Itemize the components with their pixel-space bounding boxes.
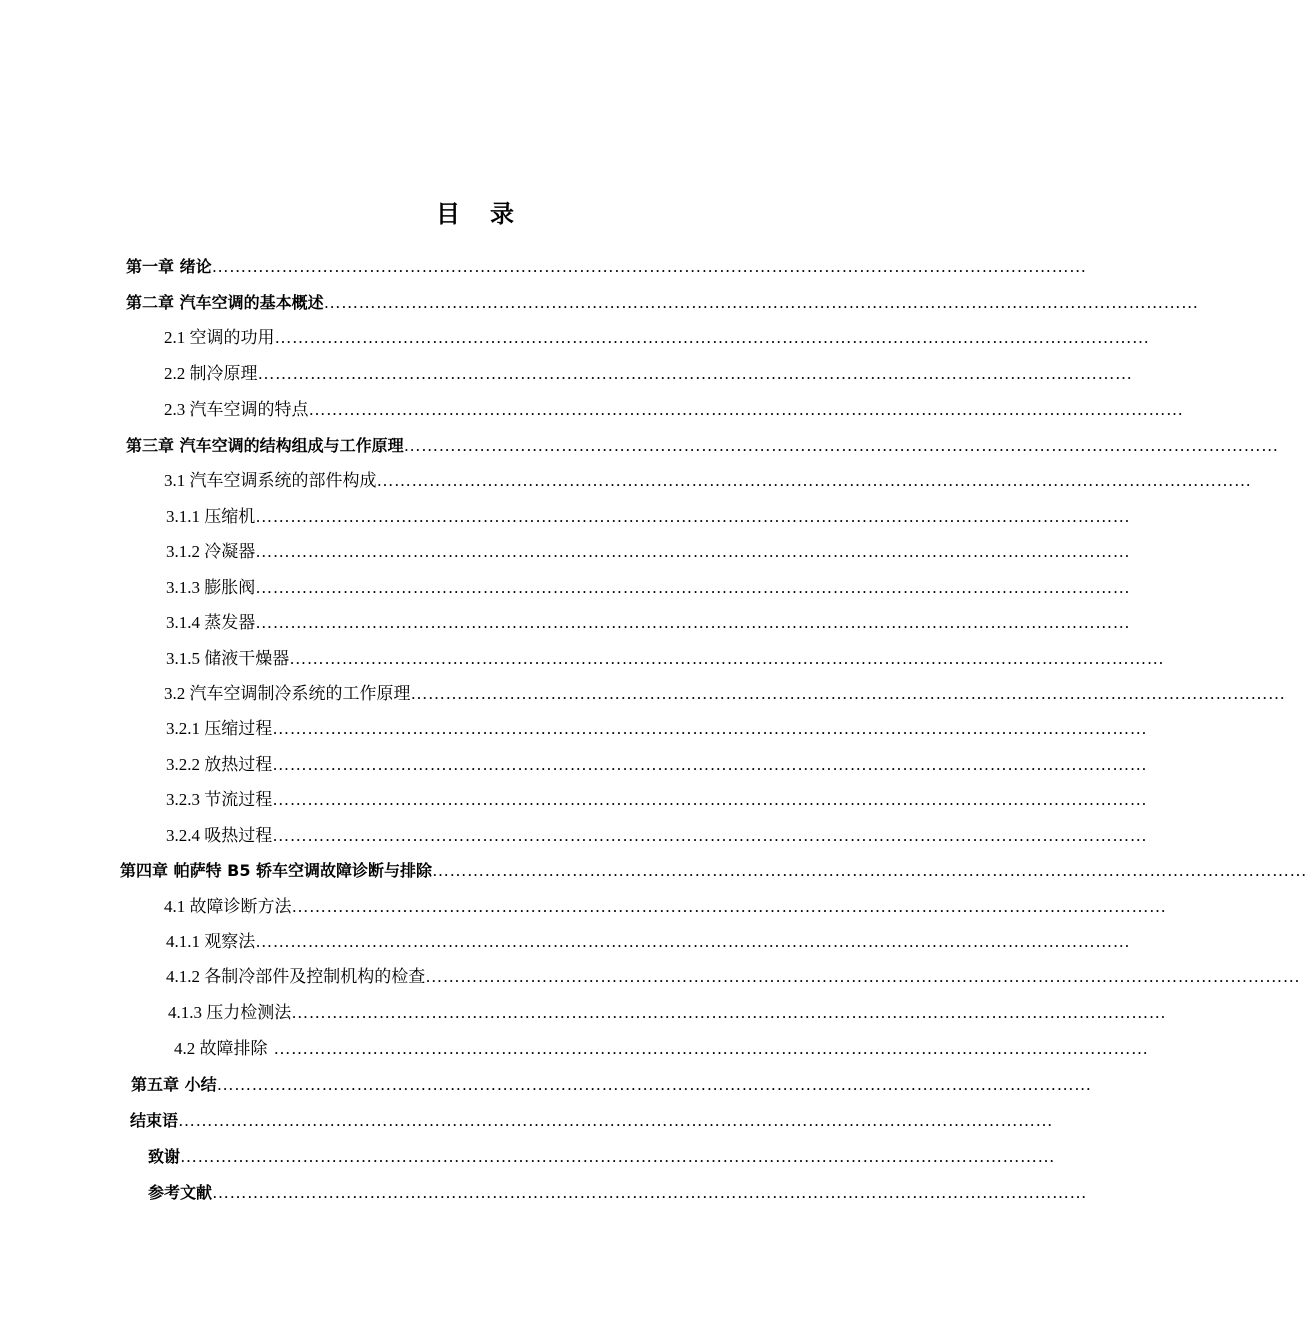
- toc-entry-2-2[interactable]: [164, 359, 1133, 385]
- toc-entry-label: 3.1.1 压缩机: [166, 507, 256, 526]
- toc-entry-label: 2.3 汽车空调的特点: [164, 400, 309, 419]
- page-title-left: 目: [436, 200, 460, 228]
- toc-leader-dots: ……………………………………………………………………………………………………………………………………: [272, 719, 1148, 738]
- page-title-right: 录: [490, 200, 514, 228]
- toc-entry-4-1-1[interactable]: [166, 927, 1131, 953]
- toc-entry-3-2-2[interactable]: [166, 750, 1148, 776]
- toc-entry-3-1-1[interactable]: [166, 502, 1131, 528]
- toc-leader-dots: ……………………………………………………………………………………………………………………………………: [178, 1111, 1054, 1130]
- toc-entry-label: 3.1.2 冷凝器: [166, 542, 256, 561]
- toc-entry-3-2-4[interactable]: [166, 821, 1148, 847]
- toc-entry-label: 第五章 小结: [131, 1075, 217, 1094]
- toc-entry-label: 4.1.1 观察法: [166, 932, 256, 951]
- toc-entry-label: 4.1.2 各制冷部件及控制机构的检查: [166, 967, 426, 986]
- toc-entry-label: 3.1.3 膨胀阀: [166, 578, 256, 597]
- toc-leader-dots: ……………………………………………………………………………………………………………………………………: [403, 436, 1279, 455]
- toc-leader-dots: ……………………………………………………………………………………………………………………………………: [376, 471, 1252, 490]
- toc-leader-dots: ……………………………………………………………………………………………………………………………………: [255, 507, 1131, 526]
- toc-entry-acknowledgements[interactable]: [148, 1142, 1056, 1168]
- toc-leader-dots: ……………………………………………………………………………………………………………………………………: [211, 257, 1087, 276]
- toc-entry-chapter-4[interactable]: [120, 856, 1307, 882]
- toc-entry-chapter-1[interactable]: [126, 252, 1087, 278]
- toc-entry-label: 第一章 绪论: [126, 257, 212, 276]
- toc-entry-label: 致谢: [148, 1147, 181, 1166]
- toc-entry-chapter-5[interactable]: [131, 1070, 1092, 1096]
- toc-entry-label: 结束语: [130, 1111, 179, 1130]
- toc-leader-dots: ……………………………………………………………………………………………………………………………………: [180, 1147, 1056, 1166]
- toc-leader-dots: ……………………………………………………………………………………………………………………………………: [425, 967, 1301, 986]
- toc-entry-label: 3.1 汽车空调系统的部件构成: [164, 471, 377, 490]
- toc-leader-dots: ……………………………………………………………………………………………………………………………………: [289, 649, 1165, 668]
- toc-entry-4-2[interactable]: [174, 1034, 1149, 1060]
- toc-entry-4-1-3[interactable]: [168, 998, 1167, 1024]
- toc-leader-dots: ……………………………………………………………………………………………………………………………………: [272, 790, 1148, 809]
- toc-entry-label: 3.2.4 吸热过程: [166, 826, 273, 845]
- toc-leader-dots: ……………………………………………………………………………………………………………………………………: [255, 542, 1131, 561]
- toc-entry-3-1-4[interactable]: [166, 608, 1131, 634]
- toc-entry-chapter-3[interactable]: [126, 431, 1279, 457]
- toc-entry-3-1-3[interactable]: [166, 573, 1131, 599]
- toc-entry-4-1-2[interactable]: [166, 962, 1301, 988]
- toc-entry-2-3[interactable]: [164, 395, 1184, 421]
- toc-entry-4-1[interactable]: [164, 892, 1167, 918]
- toc-entry-label: 第二章 汽车空调的基本概述: [126, 293, 324, 312]
- toc-leader-dots: ……………………………………………………………………………………………………………………………………: [308, 400, 1184, 419]
- toc-entry-3-2-1[interactable]: [166, 714, 1148, 740]
- toc-entry-conclusion[interactable]: [130, 1106, 1054, 1132]
- toc-entry-chapter-2[interactable]: [126, 288, 1199, 314]
- toc-leader-dots: ……………………………………………………………………………………………………………………………………: [323, 293, 1199, 312]
- toc-entry-3-1[interactable]: [164, 466, 1252, 492]
- toc-entry-label: 第四章 帕萨特 B5 轿车空调故障诊断与排除: [120, 861, 433, 880]
- toc-leader-dots: ……………………………………………………………………………………………………………………………………: [272, 755, 1148, 774]
- toc-leader-dots: ……………………………………………………………………………………………………………………………………: [272, 826, 1148, 845]
- toc-entry-label: 3.1.4 蒸发器: [166, 613, 256, 632]
- toc-leader-dots: ……………………………………………………………………………………………………………………………………: [257, 364, 1133, 383]
- toc-entry-label: 4.1 故障诊断方法: [164, 897, 292, 916]
- toc-entry-label: 3.2.1 压缩过程: [166, 719, 273, 738]
- toc-leader-dots: ……………………………………………………………………………………………………………………………………: [432, 861, 1307, 880]
- toc-leader-dots: ……………………………………………………………………………………………………………………………………: [216, 1075, 1092, 1094]
- toc-entry-label: 4.1.3 压力检测法: [168, 1003, 292, 1022]
- toc-entry-references[interactable]: [148, 1178, 1088, 1204]
- page-title: [0, 198, 950, 230]
- toc-entry-label: 3.2 汽车空调制冷系统的工作原理: [164, 684, 411, 703]
- toc-entry-2-1[interactable]: [164, 323, 1150, 349]
- toc-leader-dots: ……………………………………………………………………………………………………………………………………: [212, 1183, 1088, 1202]
- toc-entry-3-2-3[interactable]: [166, 785, 1148, 811]
- toc-leader-dots: ……………………………………………………………………………………………………………………………………: [274, 328, 1150, 347]
- toc-entry-label: 4.2 故障排除: [174, 1039, 268, 1058]
- toc-entry-label: 3.2.3 节流过程: [166, 790, 273, 809]
- toc-leader-dots: ……………………………………………………………………………………………………………………………………: [410, 684, 1286, 703]
- toc-entry-label: 3.2.2 放热过程: [166, 755, 273, 774]
- toc-entry-label: 第三章 汽车空调的结构组成与工作原理: [126, 436, 404, 455]
- toc-leader-dots: ……………………………………………………………………………………………………………………………………: [255, 613, 1131, 632]
- toc-entry-label: 参考文献: [148, 1183, 213, 1202]
- toc-entry-label: 2.1 空调的功用: [164, 328, 275, 347]
- toc-entry-3-1-5[interactable]: [166, 644, 1165, 670]
- toc-leader-dots: ……………………………………………………………………………………………………………………………………: [255, 932, 1131, 951]
- toc-entry-label: 3.1.5 储液干燥器: [166, 649, 290, 668]
- toc-leader-dots: ……………………………………………………………………………………………………………………………………: [255, 578, 1131, 597]
- toc-entry-label: 2.2 制冷原理: [164, 364, 258, 383]
- toc-leader-dots: ……………………………………………………………………………………………………………………………………: [273, 1039, 1149, 1058]
- toc-entry-3-2[interactable]: [164, 679, 1286, 705]
- toc-leader-dots: ……………………………………………………………………………………………………………………………………: [291, 1003, 1167, 1022]
- toc-leader-dots: ……………………………………………………………………………………………………………………………………: [291, 897, 1167, 916]
- toc-entry-3-1-2[interactable]: [166, 537, 1131, 563]
